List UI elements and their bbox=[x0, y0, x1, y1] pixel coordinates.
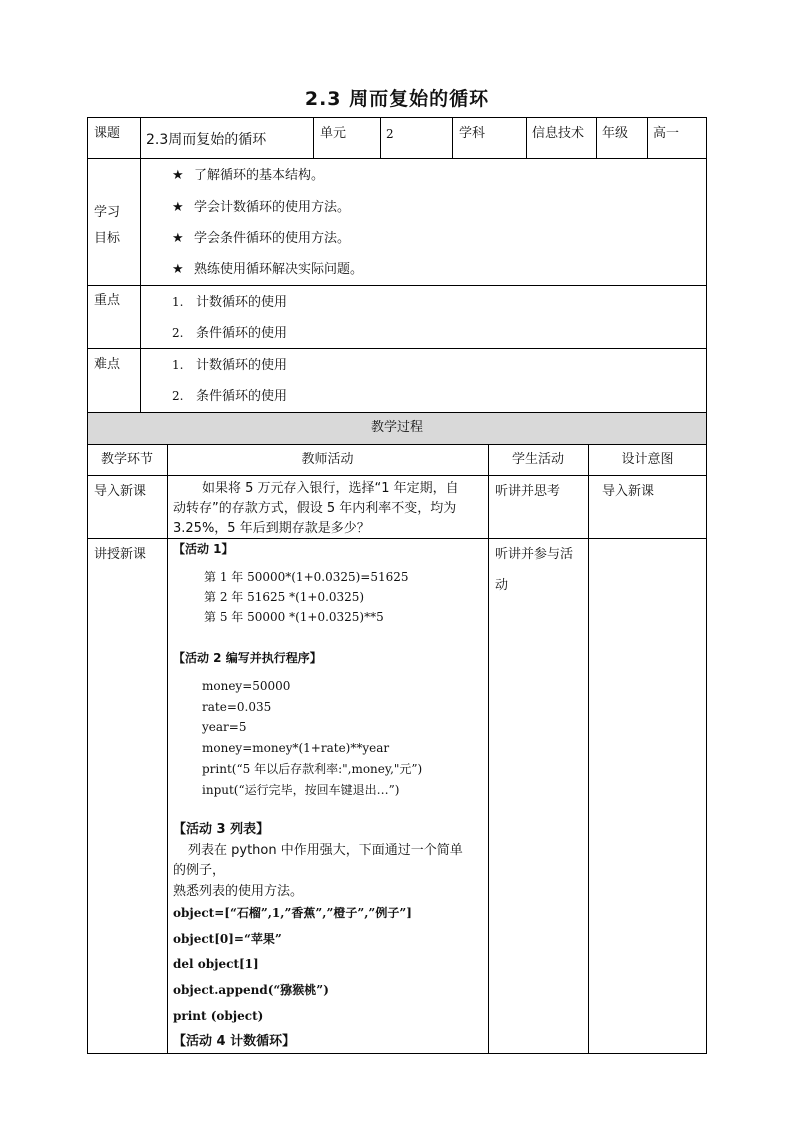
subject-value: 信息技术 bbox=[532, 126, 585, 141]
column-header: 教师活动 bbox=[301, 452, 354, 467]
activity-3-title: 【活动 3 列表】 bbox=[173, 822, 270, 837]
grade-label: 年级 bbox=[602, 126, 629, 141]
list-code-line: object=[“石榴”,1,”香蕉”,”橙子”,”例子”] bbox=[173, 906, 412, 920]
difficulty-item: 2. 条件循环的使用 bbox=[172, 389, 288, 404]
column-header: 设计意图 bbox=[621, 452, 674, 467]
lesson-label: 课题 bbox=[94, 126, 121, 141]
column-header: 学生活动 bbox=[511, 452, 564, 467]
subject-label: 学科 bbox=[459, 126, 486, 141]
intro-stage: 导入新课 bbox=[94, 484, 147, 499]
code-line: input(“运行完毕，按回车键退出…”) bbox=[202, 783, 400, 797]
unit-label: 单元 bbox=[320, 126, 347, 141]
objective-item: ★ 学会条件循环的使用方法。 bbox=[172, 231, 351, 246]
intro-teacher-text: 动转存”的存款方式，假设 5 年内利率不变，均为 bbox=[173, 501, 457, 516]
grade-value: 高一 bbox=[653, 126, 680, 141]
list-code-line: del object[1] bbox=[173, 957, 259, 971]
activity-4-title: 【活动 4 计数循环】 bbox=[173, 1034, 296, 1049]
activity-3-text: 熟悉列表的使用方法。 bbox=[173, 884, 304, 899]
intro-teacher-text: 3.25%，5 年后到期存款是多少？ bbox=[173, 521, 370, 536]
objective-item: ★ 学会计数循环的使用方法。 bbox=[172, 200, 351, 215]
list-code-line: print (object) bbox=[173, 1009, 264, 1023]
activity-1-line: 第 1 年 50000*(1+0.0325)=51625 bbox=[204, 570, 409, 584]
activity-1-line: 第 5 年 50000 *(1+0.0325)**5 bbox=[204, 610, 384, 624]
code-line: money=money*(1+rate)**year bbox=[202, 741, 390, 755]
star-icon: ★ bbox=[172, 168, 184, 183]
objective-item: ★ 了解循环的基本结构。 bbox=[172, 168, 325, 183]
difficulty-item: 1. 计数循环的使用 bbox=[172, 358, 288, 373]
key-point-item: 2. 条件循环的使用 bbox=[172, 326, 288, 341]
lecture-student: 听讲并参与活 bbox=[495, 547, 574, 562]
objectives-label: 目标 bbox=[94, 231, 121, 246]
intro-teacher-text: 如果将 5 万元存入银行，选择“1 年定期，自 bbox=[202, 481, 459, 496]
lesson-value: 2.3周而复始的循环 bbox=[146, 132, 267, 148]
activity-1-title: 【活动 1】 bbox=[173, 542, 234, 556]
key-point-item: 1. 计数循环的使用 bbox=[172, 295, 288, 310]
process-title: 教学过程 bbox=[370, 420, 423, 435]
code-line: money=50000 bbox=[202, 679, 291, 693]
activity-3-text: 的例子， bbox=[173, 863, 226, 878]
objective-item: ★ 熟练使用循环解决实际问题。 bbox=[172, 262, 364, 277]
intro-intent: 导入新课 bbox=[602, 484, 655, 499]
lecture-student: 动 bbox=[495, 578, 509, 593]
unit-value: 2 bbox=[386, 127, 394, 141]
difficulties-label: 难点 bbox=[94, 357, 121, 372]
code-line: rate=0.035 bbox=[202, 700, 272, 714]
key-points-label: 重点 bbox=[94, 293, 121, 308]
intro-student: 听讲并思考 bbox=[495, 484, 561, 499]
page-title: 2.3 周而复始的循环 bbox=[304, 88, 490, 110]
code-line: year=5 bbox=[202, 720, 247, 734]
objectives-label: 学习 bbox=[94, 205, 121, 220]
activity-3-text: 列表在 python 中作用强大，下面通过一个简单 bbox=[188, 843, 463, 858]
list-code-line: object.append(“猕猴桃”) bbox=[173, 983, 329, 997]
star-icon: ★ bbox=[172, 200, 184, 215]
activity-2-title: 【活动 2 编写并执行程序】 bbox=[173, 651, 322, 665]
star-icon: ★ bbox=[172, 262, 184, 277]
column-header: 教学环节 bbox=[100, 452, 153, 467]
activity-1-line: 第 2 年 51625 *(1+0.0325) bbox=[204, 590, 365, 604]
code-line: print(“5 年以后存款利率:",money,"元”) bbox=[202, 762, 423, 776]
star-icon: ★ bbox=[172, 231, 184, 246]
lecture-stage: 讲授新课 bbox=[94, 547, 147, 562]
list-code-line: object[0]=“苹果” bbox=[173, 932, 282, 946]
